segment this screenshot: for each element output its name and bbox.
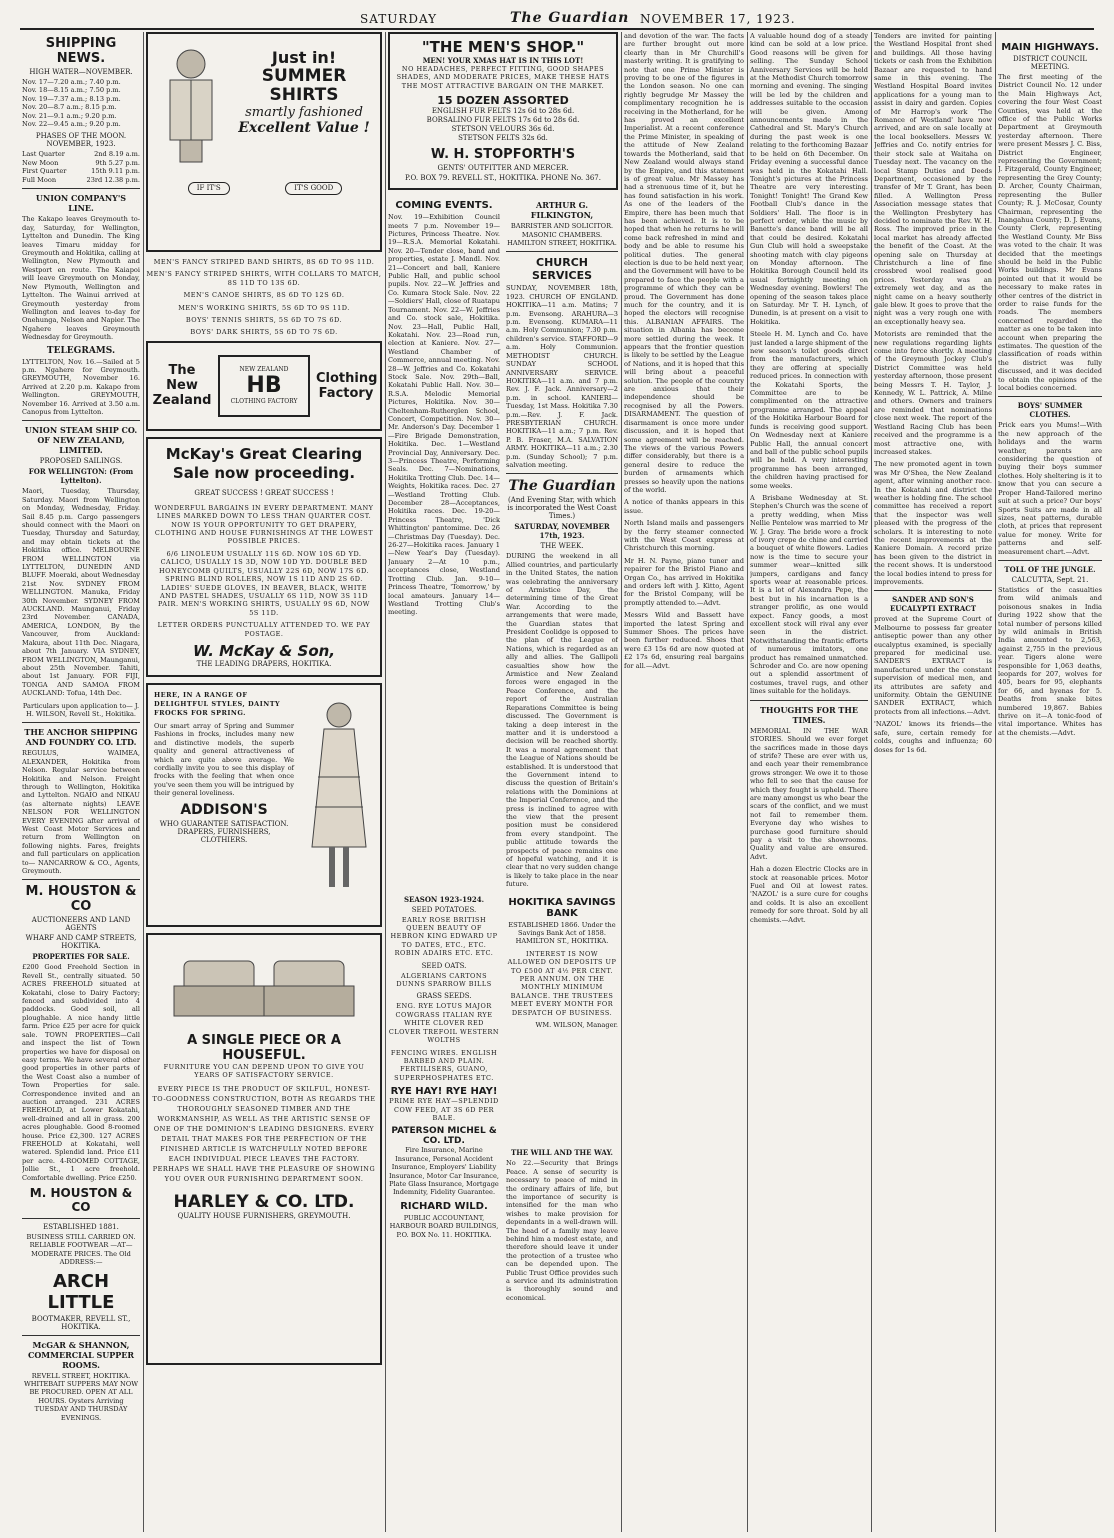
jungle-dateline: CALCUTTA, Sept. 21. [1011, 575, 1089, 584]
local-news-text: The new promoted agent in town was Mr O'Shea, the New Zealand agent, after winning another race. In the Kokatahi and district the weather is holding fine. The school committee has received a report that the inspector was well pleased with the progress of the scholars. It is interesting to note the recent improvements at the Kaniere Domain. A record prize has been given to the district in the recent shows. It is understood the local bodies intend to press for improvements. [874, 460, 992, 586]
shirts-tagline: Excellent Value ! [238, 120, 370, 136]
mens-shop-dozen: 15 DOZEN ASSORTED [437, 94, 569, 108]
houston-footer: M. HOUSTON & CO [29, 1186, 133, 1214]
column-mens-shop [388, 32, 618, 1532]
shirt-price-item: MEN'S CANOE SHIRTS, 8S 6D TO 12S 6D. [183, 291, 345, 300]
mcgar-text: REVELL STREET, HOKITIKA. WHITEBAIT SUPPERS MAY NOW BE PROCURED. OPEN AT ALL HOURS. Oysters Arriving TUESDAY AND THURSDAY EVENINGS. [23, 1371, 139, 1422]
hat-price-list [394, 107, 612, 143]
rye-hay-sub: PRIME RYE HAY—SPLENDID COW FEED, AT 3S 6D PER BALE. [389, 1097, 499, 1122]
arch-text: BUSINESS STILL CARRIED ON. RELIABLE FOOTWEAR —AT— MODERATE PRICES. The Old ADDRESS:— [26, 1233, 136, 1267]
shirts-title: SUMMER SHIRTS [261, 66, 347, 105]
anchor-text: REGULUS, WAIMEA, ALEXANDER, Hokitika from Nelson. Regular service between Hokitika and Nelson. Freight through to Wellington, Hokitika and Lyttelton. NGAIO and NIKAU (as alternate nights) LEAVE NELSON FOR WELLINGTON EVERY EVENING after arrival of West Coast Motor Services and return from Wellington on following nights. Fares, freights and full particulars on application to— NANCARROW & CO., Agents, Greymouth. [22, 749, 140, 876]
guardian-date: SATURDAY, NOVEMBER 17th, 1923. [514, 522, 610, 541]
arch-established: ESTABLISHED 1881. [43, 1223, 119, 1231]
mens-shop-signature: W. H. STOPFORTH'S [430, 147, 576, 163]
thoughts-text: Hah a dozen Electric Clocks are in stock at reasonable prices. Motor Fuel and Oil at lowest rates. 'NAZOL' is a sure cure for coughs and colds. It is also an excellent remedy for sore throat. Sold by all chemists.—Advt. [750, 865, 868, 924]
church-services-text: SUNDAY, NOVEMBER 18th, 1923. CHURCH OF ENGLAND. HOKITIKA—11 a.m. Matins; 7 p.m. Evensong. ARAHURA—3 p.m. Evensong. KUMARA—11 a.m. Holy Communion; 7.30 p.m. children's service. STAFFORD—9 a.m. Holy Communion. METHODIST CHURCH. SUNDAY SCHOOL ANNIVERSARY SERVICE. HOKITIKA—11 a.m. and 7 p.m. Rev. J. F. Jack. Anniversary—2 p.m. in school. KANIERI—Tuesday, 1st Mass. Hokitika 7.30 p.m.—Rev. J. F. Jack. PRESBYTERIAN CHURCH. HOKITIKA—11 a.m.; 7 p.m. Rev. P. B. Fraser, M.A. SALVATION ARMY. HOKITIKA—11 a.m.; 2.30 p.m. (Sunday School); 7 p.m. salvation meeting. [506, 284, 618, 469]
woman-frock-illustration [304, 697, 374, 897]
houston-address: WHARF AND CAMP STREETS, HOKITIKA. [25, 934, 137, 951]
editorial-text: DURING the weekend in all Allied countries, and particularly in the United States, the nation was celebrating the anniversary of Armistice Day, the determining time of the Great War. According to the arrangements that were made, the Guardian states that President Coolidge is opposed to the plan of the League of Nations, which is regarded as an ally and allies. The Gallipoli casualties show how the Armistice and New Zealand forces were engaged in the Peace Conference, and the report of the Australian Reparations Committee is being discussed. The Government is taking a deep interest in the matter and it is understood a decision will be reached shortly. It was a moral agreement that the League of Nations should be established. It is understood that the Government intend to discuss the question of Britain's relations with the Dominions at the Imperial Conference, and the press is inclined to agree with the view that the present position must be considered from every standpoint. The public attitude towards the prospects of peace remains one of hopeful watching, and it is clear that no very sudden change is likely to take place in the near future. [506, 552, 618, 889]
seed-oats: SEED OATS. [421, 961, 467, 970]
shirts-badges [160, 182, 370, 195]
coming-events-heading: COMING EVENTS. [395, 200, 493, 212]
will-heading: THE WILL AND THE WAY. [511, 1148, 613, 1158]
filkington-heading: ARTHUR G. FILKINGTON, [530, 200, 594, 221]
tide-row: Nov. 19—7.37 a.m.; 8.13 p.m. [22, 94, 121, 103]
wild-ad [388, 1146, 500, 1306]
column-news-4 [624, 32, 744, 1532]
seed-potatoes: SEED POTATOES. [411, 905, 477, 914]
masthead [20, 12, 1094, 30]
hat-price-item: STETSON VELOURS 36s 6d. [451, 125, 555, 134]
tide-row: Nov. 18—8.15 a.m.; 7.50 p.m. [22, 86, 121, 95]
grass-list: ENG. RYE LOTUS MAJOR COWGRASS ITALIAN RYE WHITE CLOVER RED CLOVER TREFOIL WESTERN WOLTHS [388, 1002, 500, 1045]
anchor-heading: THE ANCHOR SHIPPING AND FOUNDRY CO. LTD. [24, 727, 138, 748]
mckay-list: 6/6 LINOLEUM USUALLY 11S 6D. NOW 10S 6D YD. CALICO, USUALLY 1S 3D, NOW 10D YD. DOUBLE BED HONEYCOMB QUILTS, USUALLY 22S 6D, NOW 17S 6D. SPRING BLIND ROLLERS, NOW 1S 11D AND 2S 6D. LADIES' SUEDE GLOVES, IN BEAVER, BLACK, WHITE AND PASTEL SHADES, USUALLY 6S 11D, NOW 3S 11D PAIR. MEN'S WORKING SHIRTS, USUALLY 9S 6D, NOW 5S 11D. [158, 549, 370, 617]
shirt-price-item: BOYS' TENNIS SHIRTS, 5S 6D TO 7S 6D. [185, 316, 343, 325]
bank-heading: HOKITIKA SAVINGS BANK [508, 896, 616, 919]
shirt-price-item: MEN'S WORKING SHIRTS, 5S 6D TO 9S 11D. [178, 303, 350, 312]
column-shipping [22, 32, 140, 1532]
column-rule [385, 32, 386, 1532]
high-water-heading: HIGH WATER—NOVEMBER. [29, 68, 133, 76]
shirt-man-illustration [156, 44, 226, 164]
usc-for-heading: FOR WELLINGTON: (From Lyttelton). [28, 467, 134, 486]
bank-signature: WM. WILSON, Manager. [535, 1021, 618, 1030]
tide-row: Nov. 17—7.20 a.m.; 7.40 p.m. [22, 78, 121, 86]
seed-bank-row [388, 893, 618, 1147]
column-news-5 [750, 32, 868, 1532]
union-line-heading: UNION COMPANY'S LINE. [35, 193, 127, 214]
jungle-heading: TOLL OF THE JUNGLE. [1004, 564, 1096, 574]
shirts-price-list [146, 258, 382, 337]
hb-left-text: The New Zealand [152, 363, 212, 409]
moon-phase-row: New Moon 9th 5.27 p.m. [22, 158, 140, 167]
local-news-text: A Brisbane Wednesday at St. Stephen's Church was the scene of a pretty wedding, when Miss Nellie Pentelow was married to Mr W. J. Gray. The bride wore a frock of ivory crepe de chine and carried a bouquet of white flowers. Ladies now is the time to secure your summer wear—knitted silk jumpers, cardigans and fancy sports wear at reasonable prices. It is a lot of Alexandra Pepe, the best but in his incarnation is a stranger prolific, as one would expect. Fancy goods, a most excellent stock will rival any ever seen in the district. Notwithstanding the frantic efforts of numerous imitators, one product has remained unmatched. Schroder and Co. are now opening out a splendid assortment of costumes, travel rugs, and other lines suitable for the holidays. [750, 493, 868, 696]
masthead-day: SATURDAY [360, 12, 438, 26]
addison-ad [146, 683, 382, 927]
masthead-date: NOVEMBER 17, 1923. [640, 12, 796, 26]
moon-phase-row: First Quarter 15th 9.11 p.m. [22, 167, 140, 176]
shirts-just-in: Just in! [271, 48, 337, 67]
houston-heading: M. HOUSTON & CO [25, 884, 137, 915]
hat-price-item: STETSON FELTS 32s 6d. [458, 134, 548, 143]
fencing-text: FENCING WIRES. ENGLISH BARBED AND PLAIN. FERTILISERS, GUANO, SUPERPHOSPHATES ETC. [390, 1048, 498, 1082]
main-highways-subheading: DISTRICT COUNCIL MEETING. [1012, 55, 1088, 71]
addison-subtitle: WHO GUARANTEE SATISFACTION. DRAPERS, FURNISHERS, CLOTHIERS. [159, 819, 289, 844]
armchair-illustration [164, 941, 364, 1031]
usc-text: Maori, Tuesday, Thursday, Saturday. Maori from Wellington on Monday, Wednesday, Friday. Sail 8.45 p.m. Cargo passengers should connect with the Maori on Tuesday, Thursday and Saturday, and may obtain tickets at the Hokitika office. MELBOURNE FROM WELLINGTON via LYTTELTON, DUNEDIN AND BLUFF. Moeraki, about Wednesday 21st Nov. SYDNEY FROM WELLINGTON. Manuka, Friday 30th November. SYDNEY FROM AUCKLAND. Maunganui, Friday 23rd November. CANADA, AMERICA, LONDON, By the Vancouver, from Auckland: Makura, about 11th Dec. Niagara, about 7th January. VIA SYDNEY, FROM WELLINGTON, Maunganui, about 25th November. Tahiti, about 1st January. FOR FIJI, TONGA AND SAMOA FROM AUCKLAND: Tofua, 14th Dec. [22, 487, 140, 698]
mens-shop-text: NO HEADACHES, PERFECT FITTING, GOOD SHAPES SHADES, AND MODERATE PRICES, MAKE THESE HATS THE MOST ATTRACTIVE BARGAIN ON THE MARKET. [396, 65, 610, 90]
news-notice: A notice of thanks appears in this issue. [624, 498, 744, 515]
nazol-text: 'NAZOL' knows its friends—the safe, sure, certain remedy for colds, coughs and influenza; 60 doses for 1s 6d. [874, 720, 992, 754]
hat-price-item: BORSALINO FUR FELTS 17s 6d to 28s 6d. [426, 116, 580, 125]
wild-text: Fire Insurance, Marine Insurance, Personal Accident Insurance, Employers' Liability Insurance, Motor Car Insurance, Plate Glass Insurance, Mortgage Indemnity, Fidelity Guarantee. [389, 1146, 499, 1197]
column-news-6 [874, 32, 992, 1532]
mens-shop-address: P.O. BOX 79. REVELL ST., HOKITIKA. PHONE No. 367. [405, 174, 601, 183]
column-rule [621, 32, 622, 1532]
seed-season: SEASON 1923-1924. [403, 894, 485, 904]
masthead-paper-name: The Guardian [510, 10, 630, 26]
harley-footer: QUALITY HOUSE FURNISHERS, GREYMOUTH. [177, 1211, 351, 1220]
mens-shop-title: "THE MEN'S SHOP." [421, 38, 585, 56]
local-news-text: A valuable hound dog of a steady kind can be sold at a low price. Good reasons will be given for selling. The Sunday School Anniversary Services will be held at the Methodist Church tomorrow morning and evening. The singing will be led by the children and addresses suitable to the occasion will be given. Among announcements made in the Cathedral and St. Mary's Church during the past week is one relating to the forthcoming Bazaar to be held on 6th December. On Friday evening a successful dance was held in the Kokatahi Hall. Tonight's pictures at the Princess Theatre are very interesting. Tonight! Tonight! The Grand Kew Football Club's dance in the Soldiers' Hall. The floor is in perfect order, while the music by Banette's dance band will be all that could be desired. Kokatahi Gun Club will hold a sweepstake shooting match with clay pigeons on Monday afternoon. The Hokitika Borough Council held its usual fortnightly meeting on Wednesday evening. Bowlers! The opening of the season takes place on Saturday. Mr T. H. Lynch, of Dunedin, is at present on a visit to Hokitika. [750, 32, 868, 326]
guardian-nameplate: The Guardian [508, 478, 616, 495]
column-rule [143, 32, 144, 1532]
harley-subheading: FURNITURE YOU CAN DEPEND UPON TO GIVE YOU YEARS OF SATISFACTORY SERVICE. [163, 1062, 365, 1080]
hat-price-item: ENGLISH FUR FELTS 12s 6d to 28s 6d. [431, 107, 575, 116]
harley-title: HARLEY & CO. LTD. [173, 1191, 355, 1212]
tide-list [22, 78, 140, 128]
houston-properties: PROPERTIES FOR SALE. [32, 952, 130, 962]
news-notice: North Island mails and passengers by the ferry steamer connected with the West Coast express at Christchurch this morning. [624, 519, 744, 553]
filkington-text: BARRISTER AND SOLICITOR. MASONIC CHAMBERS. HAMILTON STREET, HOKITIKA. [507, 222, 617, 248]
rye-hay: RYE HAY! RYE HAY! [390, 1086, 498, 1098]
moon-phases-table [22, 150, 140, 184]
wild-heading: RICHARD WILD. [400, 1200, 488, 1212]
mckay-success: GREAT SUCCESS ! GREAT SUCCESS ! [194, 488, 334, 497]
tide-row: Nov. 22—9.45 a.m.; 9.20 p.m. [22, 120, 121, 129]
hb-clothing-ad [146, 341, 382, 431]
harley-furniture-ad [146, 933, 382, 1365]
mcgar-heading: McGAR & SHANNON, COMMERCIAL SUPPER ROOMS. [27, 1339, 135, 1370]
will-article [506, 1146, 618, 1306]
sander-heading: SANDER AND SON'S EUCALYPTI EXTRACT [889, 595, 977, 614]
usc-footer: Particulars upon application to— J. H. WILSON, Revell St., Hokitika. [22, 701, 140, 718]
column-rule [871, 32, 872, 1532]
seed-oats-list: ALGERIANS CARTONS DUNNS SPARROW BILLS [396, 971, 492, 989]
events-and-church-row [388, 196, 618, 892]
addison-heading: HERE, IN A RANGE OF DELIGHTFUL STYLES, DAINTY FROCKS FOR SPRING. [154, 690, 281, 717]
tide-row: Nov. 20—8.7 a.m.; 8.15 p.m. [22, 103, 117, 112]
news-notice: Messrs Wild and Bassett have imported the latest Spring and Summer Shoes. The prices have been further reduced. Shoes that were £3 15s 6d are now quoted at £2 17s 6d, ensuring real bargains for all.—Advt. [624, 611, 744, 670]
mens-shop-sub: MEN! YOUR XMAS HAT IS IN THIS LOT! [422, 56, 584, 65]
harley-text: EVERY PIECE IS THE PRODUCT OF SKILFUL, HONEST-TO-GOODNESS CONSTRUCTION, BOTH AS REGARDS THE THOROUGHLY SEASONED TIMBER AND THE WORKMANSHIP, AS WELL AS THE ARTISTIC SENSE OF ONE OF THE DOMINION'S LEADING DESIGNERS. EVERY DETAIL THAT MAKES FOR THE PERFECTION OF THE FINISHED ARTICLE IS WATCHFULLY NOTED BEFORE EACH INDIVIDUAL PIECE LEAVES THE FACTORY. PERHAPS WE SHALL HAVE THE PLEASURE OF SHOWING YOU OVER OUR FURNISHING DEPARTMENT SOON. [152, 1084, 376, 1183]
shirts-subtitle: smartly fashioned [245, 105, 363, 120]
addison-text: Our smart array of Spring and Summer Fashions in frocks, includes many new and distinctive models, the superb quality and general attractiveness of which are quite above average. We cordially invite you to see this display of frocks with the feeling that when once you've seen them you will be intrigued by their general loveliness. [154, 721, 294, 798]
moon-phase-row: Last Quarter 2nd 8.19 a.m. [22, 150, 140, 159]
jungle-text: Statistics of the casualties from wild animals and poisonous snakes in India during 1922 show that the total number of persons killed by wild animals in British India amounted to 2,563, against 2,755 in the previous year. Tigers alone were responsible for 1,063 deaths, leopards for 207, wolves for 405, bears for 95, elephants for 66, and hyenas for 5. Deaths from snake bites numbered 19,867. Babies thrive on it—A tonic-food of vital importance. Whites has at the chemists.—Advt. [998, 585, 1102, 737]
shipping-heading: SHIPPING NEWS. [45, 36, 117, 66]
mens-shop-ad [388, 32, 618, 190]
shirt-price-item: MEN'S FANCY STRIPED BAND SHIRTS, 8S 6D TO 9S 11D. [153, 258, 375, 266]
savings-bank-ad [506, 893, 618, 1147]
mckay-title: McKay's Great Clearing Sale now proceeding. [165, 444, 363, 482]
mckay-letters: LETTER ORDERS PUNCTUALLY ATTENDED TO. WE PAY POSTAGE. [157, 621, 371, 638]
column-rule [747, 32, 748, 1532]
mckay-signature-sub: THE LEADING DRAPERS, HOKITIKA. [196, 659, 332, 668]
usc-heading: UNION STEAM SHIP CO. OF NEW ZEALAND, LIMITED. [24, 425, 138, 456]
thoughts-heading: THOUGHTS FOR THE TIMES. [759, 704, 859, 725]
moon-phases-heading: PHASES OF THE MOON. NOVEMBER, 1923. [35, 132, 127, 149]
bank-interest: INTEREST IS NOW ALLOWED ON DEPOSITS UP TO £500 AT 4½ PER CENT. PER ANNUM. ON THE MONTHLY MINIMUM BALANCE. THE TRUSTEES MEET EVERY MONTH FOR DESPATCH OF BUSINESS. [507, 949, 617, 1017]
church-services-heading: CHURCH SERVICES [531, 256, 593, 283]
boys-clothes-text: Prick ears you Mums!—With the new approach of the holidays and the warm weather, parents are considering the question of buying their boys summer clothes. Holy sheltering is it to know that you can secure a Proper Hand-Tailored merino suit at such a price? Our boys' Sports Suits are made in all sizes, neat patterns, durable cloth, at prices that represent value for money. Write for patterns and self-measurement chart.—Advt. [998, 421, 1102, 556]
mckay-sale-ad [146, 437, 382, 677]
bank-text: ESTABLISHED 1866. Under the Savings Bank Act of 1858. HAMILTON ST., HOKITIKA. [508, 920, 616, 946]
coming-events-text: Nov. 19—Exhibition Council meets 7 p.m. November 19—Pictures, Princess Theatre. Nov. 19—R.S.A. Memorial Kokatahi. Nov. 20—Tender close, band and properties, estate J. Mandl. Nov. 21—Concert and ball, Kaniere Public Hall, and public school pupils. Nov. 22—W. Jeffries and Co. Kumara Stock Sale. Nov. 22—Soldiers' Hall, close of Ruatapu Tournament. Nov. 22—W. Jeffries and Co. stock sale, Hokitika. Nov. 23—Hall, Public Hall, Kokatahi. Nov. 23—Road run, election at Kaniere. Nov. 27—Westland Chamber of Commerce, annual meeting. Nov. 28—W. Jeffries and Co. Kokatahi Stock Sale. Nov. 29th—Ball, Kokatahi Public Hall. Nov. 30—R.S.A. Melodic Memorial Pictures, Hokitika. Nov. 30—Cheltenham-Rutherglen School, Concert, Competition. Nov. 30—Mr. Anderson's Day. December 1—Fire Brigade Demonstration, Hokitika. Dec. 1—Westland Provincial Day, Anniversary. Dec. 3—Princess Theatre, Performing Seals. Dec. 7—Nominations, Hokitika Trotting Club. Dec. 14—Weights, Hokitika races. Dec. 27—Westland Trotting Club. December 28—Acceptances, Hokitika races. Dec. 19-20—Princess Theatre, 'Dick Whittington' pantomime. Dec. 26—Christmas Day (Tuesday). Dec. 26-27—Hokitika races. January 1—New Year's Day (Tuesday). January 2—At 10 p.m., acceptances close, Westland Trotting Club. Jan. 9-10—Princess Theatre, 'Tomorrow,' by local amateurs. January 14—Westland Trotting Club's meeting. [388, 213, 500, 617]
wild-sub: PUBLIC ACCOUNTANT, HARBOUR BOARD BUILDINGS, P.O. BOX No. 11. HOKITIKA. [389, 1213, 499, 1239]
houston-text: £200 Good Freehold Section in Revell St., centrally situated. 50 ACRES FREEHOLD situated at Kokatahi, close to Dairy Factory; fenced and subdivided into 4 paddocks. Good soil, all ploughable. A nice handy little farm. Price £25 per acre for quick sale. TOWN PROPERTIES—Call and inspect the list of Town properties we have for disposal on easy terms. We have several other good properties in other parts of the West Coast also a number of Town Properties for sale. Correspondence invited and an auction arranged. 231 ACRES FREEHOLD, at Lower Kokatahi, well-drained and all in grass. 200 acres ploughable. Good 8-roomed house. Price £2,300. 127 ACRES FREEHOLD at Kokatahi, well watered. Splendid land. Price £11 per acre. 4-ROOMED COTTAGE, Jollie St., 1 acre freehold. Comfortable dwelling. Price £250. [22, 963, 140, 1182]
mckay-text: WONDERFUL BARGAINS IN EVERY DEPARTMENT. MANY LINES MARKED DOWN TO LESS THAN QUARTER COST. NOW IS YOUR OPPORTUNITY TO GET DRAPERY, CLOTHING AND HOUSE FURNISHINGS AT THE LOWEST POSSIBLE PRICES. [154, 503, 374, 546]
telegrams-text: LYTTELTON, Nov. 16.—Sailed at 5 p.m. Ngahere for Greymouth. GREYMOUTH, November 16. Arrived at 2.20 p.m. Kakapo from Wellington. GREYMOUTH, November 16. Arrived at 3.50 a.m. Canopus from Lyttelton. [22, 357, 140, 416]
tide-row: Nov. 21—9.1 a.m.; 9.20 p.m. [22, 111, 117, 120]
local-news-text: Tenders are invited for painting the Westland Hospital front shed and buildings. All those having tickets or cash from the Exhibition Bazaar are requested to hand same in this evening. The Westland Hospital Board invites applications for a young man to assist in dairy and garden. Copies of Mr Harrop's work 'The Romance of Westland' have now arrived, and are on sale locally at the local booksellers. Messrs W. Jeffries and Co. notify entries for their stock sale at Waitaha on Tuesday next. The vacancy on the local Stamp Duties and Deeds Department, occasioned by the transfer of Mr T. Grant, has been filled. A Wellington Press Association message states that the Wellington Presbytery has decided to nominate the Rev. W. H. Ross. The improved price in the local market has already affected the benefit of the Coast. At the opening sale on Thursday at Christchurch a line of fine crossbred wool realised good prices. Yesterday was an extremely wet day, and as the night came on a heavy southerly gale blew. It goes to prove that the night was a very rough one with an exceptionally heavy sea. [874, 32, 992, 326]
arch-subheading: BOOTMAKER, REVELL ST., HOKITIKA. [31, 1314, 131, 1331]
column-advertisements [146, 32, 382, 1532]
addison-title: ADDISON'S [180, 801, 268, 818]
column-rule [995, 32, 996, 1532]
union-line-text: The Kakapo leaves Greymouth to-day, Saturday, for Wellington, Lyttelton and Dunedin. The King leaves Timaru midday for Greymouth and Hokitika, calling at Wellington, New Plymouth and Westport en route. The Kaiapoi will leave Greymouth on Monday, New Plymouth, Wellington and Lyttelton. The Wainui arrived at Greymouth yesterday from Wellington and leaves to-day for Onehunga, Nelson and Napier. The Ngahere leaves Greymouth Wednesday for Greymouth. [22, 215, 140, 342]
local-news-text: Steele H. M. Lynch and Co. have just landed a large shipment of the new season's toilet goods direct from the manufacturers, which they are offering at specially reduced prices. In connection with the Kokatahi Sports, the Committee are to be complimented on the attractive programme arranged. The appeal of the Hokitika Harbour Board for funds is receiving good support. On Wednesday next at Kaniere Public Hall, the annual concert and ball of the public school pupils will be held. A very interesting programme has been arranged, the children having practised for some weeks. [750, 330, 868, 490]
mckay-signature: W. McKay & Son, [192, 641, 336, 660]
hb-logo: NEW ZEALAND HB CLOTHING FACTORY [218, 355, 310, 417]
local-news-text: Motorists are reminded that the new regulations regarding lights come into force shortly. A meeting of the Greymouth Jockey Club's District Committee was held yesterday afternoon, those present being Messrs T. H. Taylor, J. Kennedy, W. L. Pattrick, A. Milne and others. Owners and trainers are reminded that nominations close next week. The report of the Westland Racing Club has been received and the programme is a most attractive one, with increased stakes. [874, 330, 992, 456]
summer-shirts-ad [146, 32, 382, 252]
seed-ad [388, 893, 500, 1147]
badge: IT'S GOOD [285, 182, 342, 195]
paterson-signature: PATERSON MICHEL & CO. LTD. [391, 1126, 497, 1147]
column-main-highways [998, 32, 1102, 1532]
houston-subheading: AUCTIONEERS AND LAND AGENTS [31, 916, 131, 933]
guardian-week: THE WEEK. [540, 542, 584, 551]
main-highways-text: The first meeting of the District Council No. 12 under the Main Highways Act, covering the four West Coast Counties, was held at the office of the Public Works Department at Greymouth yesterday afternoon. There were present Messrs J. C. Biss, District Engineer, representing the Government; J. Fitzgerald, County Engineer, representing the Grey County; D. Archer, County Chairman, representing the Buller County; R. J. McCosar, County Chairman, representing the Inangahua County; D. J. Evans, County Clerk, representing the Westland County. Mr Biss was voted to the chair. It was decided that the meetings should be held in the Public Works buildings. Mr Evans pointed out that it would be necessary to make rates in other centres of the district in order to raise funds for the roads. The members concerned regarded the matter as one to be taken into account when preparing the estimates. The question of the classification of roads within the district was fully discussed, and it was decided to obtain the opinions of the local bodies concerned. [998, 73, 1102, 393]
seed-list: EARLY ROSE BRITISH QUEEN BEAUTY OF HEBRON KING EDWARD UP TO DATES, ETC., ETC. ROBIN ADAIRS ETC. ETC. [390, 915, 498, 958]
news-text: and devotion of the war. The facts are further brought out more clearly than in Mr Churchill's masterly writing. It is gratifying to note that one Prime Minister is proving to be one of the figures in the London season. No one can rightly begrudge Mr Massey the complimentary recognition he is receiving in the Motherland, for he has proved an excellent Imperialist. At a recent conference the Prime Minister, in speaking of the attitude of New Zealand towards the Motherland, said that New Zealand would always stand by the Empire, and this statement is of great value. Mr Massey has had a strenuous time of it, but he has found satisfaction in his work. As one of the leaders of the Empire, there has been much that has been achieved. It is to be hoped that when he returns he will come back refreshed in mind and body and be able to resume his political duties. The general election is due to be held next year, and the Government will have to be prepared to face the people with a programme of which they can be proud. The Government has done much for the country, and it is hoped the electors will recognise this. ALBANIAN AFFAIRS. The situation in Albania has become more settled during the week. It appears that the frontier question is likely to be settled by the League of Nations, and it is hoped that this will bring about a peaceful solution. The people of the country are anxious that their independence should be recognised by all the Powers. DISARMAMENT. The question of disarmament is once more under discussion, and it is hoped that some agreement will be reached. The views of the various Powers differ considerably, but there is a general desire to reduce the burden of armaments which presses so heavily upon the nations of the world. [624, 32, 744, 494]
harley-heading: A SINGLE PIECE OR A HOUSEFUL. [187, 1032, 341, 1063]
shirt-price-item: MEN'S FANCY STRIPED SHIRTS, WITH COLLARS TO MATCH, 8S 11D TO 13S 6D. [146, 270, 382, 287]
main-highways-heading: MAIN HIGHWAYS. [1001, 42, 1099, 53]
badge: IF IT'S [188, 182, 230, 195]
mens-shop-signature-sub: GENTS' OUTFITTER AND MERCER. [437, 164, 569, 173]
sander-text: proved at the Supreme Court of Melbourne to possess far greater antiseptic power than any other eucalyptus examined, is specially prepared for medicinal use. SANDER'S EXTRACT is manufactured under the constant supervision of medical men, and its attributes are safety and uniformity. Obtain the GENUINE SANDER EXTRACT, which protects from all infections.—Advt. [874, 615, 992, 716]
guardian-subtitle: (And Evening Star, with which is incorporated the West Coast Times.) [507, 496, 617, 521]
will-text: No 22.—Security that Brings Peace. A sense of security is necessary to peace of mind in the ordinary affairs of life, but the importance of security is intensified for the man who wishes to make provision for dependants in a well-drawn will. The head of a family may leave behind him a modest estate, and therefore should leave it under the protection of a trustee who can be depended upon. The Public Trust Office provides such a service and its administration is thoroughly sound and economical. [506, 1159, 618, 1302]
wild-will-row [388, 1146, 618, 1306]
moon-phase-row: Full Moon 23rd 12.38 p.m. [22, 175, 140, 184]
usc-subheading: PROPOSED SAILINGS. [39, 457, 123, 466]
telegrams-heading: TELEGRAMS. [46, 345, 116, 356]
thoughts-text: MEMORIAL IN THE WAR STORIES. Should we ever forget the sacrifices made in those days of strife? These are ever with us, and each year their remembrance grows stronger. We owe it to those who fell to see that the cause for which they fought is upheld. There are many amongst us who bear the scars of the conflict, and we must not fail to remember them. Everyone day who wishes to purchase good furniture should pay a visit to the showrooms. Quality and value are ensured. Advt. [750, 726, 868, 861]
shirt-price-item: BOYS' DARK SHIRTS, 5S 6D TO 7S 6D. [190, 328, 338, 337]
boys-clothes-heading: BOYS' SUMMER CLOTHES. [1017, 401, 1083, 420]
arch-little-heading: ARCH LITTLE [47, 1270, 115, 1313]
grass-seeds: GRASS SEEDS. [416, 992, 472, 1001]
hb-right-text: Clothing Factory [316, 370, 378, 401]
news-notice: Mr H. N. Payne, piano tuner and repairer for the Bristol Piano and Organ Co., has arrived in Hokitika and orders left with J. Kitto, Agent for the Bristol Company, will be promptly attended to.—Advt. [624, 556, 744, 607]
